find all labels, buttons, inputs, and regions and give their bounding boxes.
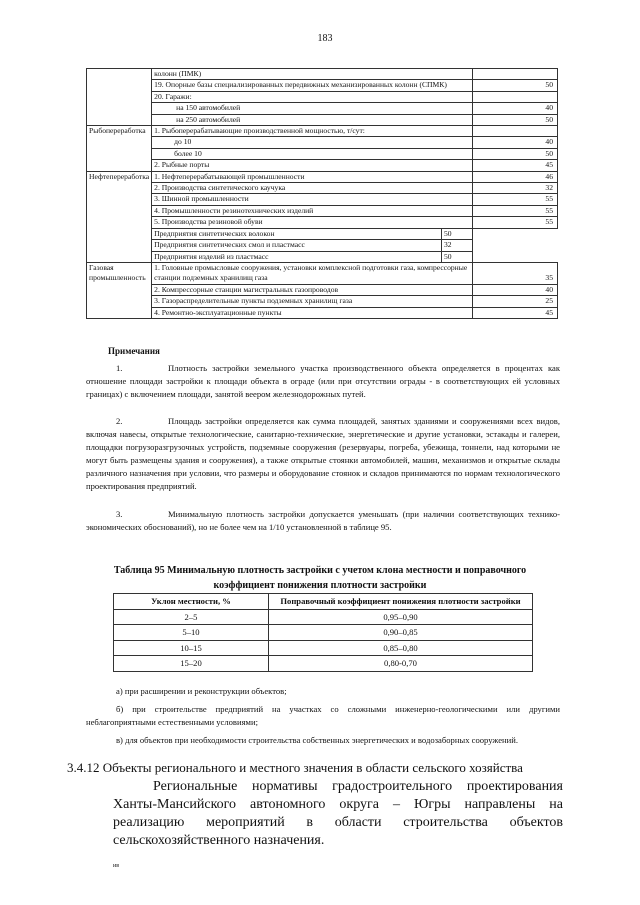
table-row (87, 69, 558, 80)
column-header: Поправочный коэффициент понижения плотности застройки (269, 594, 533, 610)
notes-title: Примечания (108, 346, 160, 356)
table-row (87, 91, 558, 102)
category-cell: Рыбопереработка (87, 126, 152, 172)
item-cell: 2. Производства синтетического каучука (152, 183, 473, 194)
table-row (87, 307, 558, 318)
value-cell: 50 (473, 148, 558, 159)
footnote-a: а) при расширении и реконструкции объектов; (116, 686, 287, 696)
item-cell: 3. Шинной промышленности (152, 194, 473, 205)
table-row (87, 148, 558, 159)
table-row (87, 194, 558, 205)
table-row (87, 217, 558, 228)
table-row (87, 251, 558, 262)
item-cell: до 10 (152, 137, 473, 148)
value-cell: 25 (473, 296, 558, 307)
item-cell: на 250 автомобилей (152, 114, 473, 125)
value-cell: 40 (473, 103, 558, 114)
item-cell: 4. Ремонтно-эксплуатационные пункты (152, 307, 473, 318)
empty-cell (473, 240, 558, 251)
category-cell (87, 69, 152, 126)
value-cell: 50 (473, 80, 558, 91)
table-row (87, 103, 558, 114)
item-cell: 3. Газораспределительные пункты подземных хранилищ газа (152, 296, 473, 307)
note-1: 1. Плотность застройки земельного участка производственного объекта определяется в процентах как отношение площади застройки к площади объекта в ограде (или при отсутствии ограды - в соответствующих ей условных границах) с включением площади, занятой веером железнодорожных путей. (86, 363, 560, 399)
category-cell: Нефтепереработка (87, 171, 152, 262)
value-cell: 50 (442, 228, 473, 239)
item-cell: 19. Опорные базы специализированных передвижных механизированных колонн (СПМК) (152, 80, 473, 91)
value-cell (473, 126, 558, 137)
empty-cell (473, 228, 558, 239)
density-table (86, 68, 558, 319)
item-cell: 2. Рыбные порты (152, 160, 473, 171)
item-cell: 1. Головные промысловые сооружения, установки комплексной подготовки газа, компрессорные станции подземных хранилищ газа (152, 262, 473, 284)
category-cell: Газовая промышленность (87, 262, 152, 318)
item-cell: Предприятия синтетических волокон (152, 228, 442, 239)
item-cell: на 150 автомобилей (152, 103, 473, 114)
value-cell: 40 (473, 284, 558, 295)
value-cell: 55 (473, 217, 558, 228)
footnote-c: в) для объектов при необходимости строительства собственных энергетических и водозаборных сооружений. (116, 735, 518, 745)
value-cell: 55 (473, 205, 558, 216)
value-cell: 32 (473, 183, 558, 194)
column-header: Уклон местности, % (114, 594, 269, 610)
value-cell: 55 (473, 194, 558, 205)
value-cell: 46 (473, 171, 558, 182)
item-cell: 1. Рыбоперерабатывающие производственной мощностью, т/сут: (152, 126, 473, 137)
table-row (87, 126, 558, 137)
table-row (87, 228, 558, 239)
value-cell: 32 (442, 240, 473, 251)
table-row (87, 160, 558, 171)
footer-mark: ив (113, 863, 120, 869)
table-95-title: Таблица 95 Минимальную плотность застройки с учетом клона местности и поправочного коэффициент понижения плотности застройки (113, 565, 527, 591)
section-heading: 3.4.12 Объекты регионального и местного значения в области сельского хозяйства (67, 760, 523, 775)
value-cell: 45 (473, 160, 558, 171)
table-row (87, 114, 558, 125)
table-row: 2–5 0,95–0,90 (114, 609, 533, 625)
item-cell: 4. Промышленности резинотехнических изделий (152, 205, 473, 216)
page-number: 183 (317, 33, 333, 44)
value-cell: 45 (473, 307, 558, 318)
table-row (87, 284, 558, 295)
note-3: 3. Минимальную плотность застройки допускается уменьшать (при наличии соответствующих технико-экономических обоснований), но не более чем на 1/10 установленной в таблице 95. (86, 509, 560, 532)
table-row (87, 296, 558, 307)
item-cell: 5. Производства резиновой обуви (152, 217, 473, 228)
table-row (87, 183, 558, 194)
table-row (87, 240, 558, 251)
note-2: 2. Площадь застройки определяется как сумма площадей, занятых зданиями и сооружениями всех видов, включая навесы, открытые технологические, санитарно-технические, энергетические и другие установки, эстакады и галереи, площадки погрузоразгрузочных устройств, подземные сооружения (резервуары, погреба, убежища, тоннели, над которыми не могут быть размещены здания и сооружения), а также открытые стоянки автомобилей, машин, механизмов и открытые склады различного назначения при условии, что размеры и оборудование стоянок и складов принимаются по нормам технологического проектирования предприятий. (86, 416, 560, 491)
value-cell: 50 (473, 114, 558, 125)
value-cell (473, 69, 558, 80)
item-cell: более 10 (152, 148, 473, 159)
item-cell: Предприятия изделий из пластмасс (152, 251, 442, 262)
section-paragraph: Региональные нормативы градостроительного проектирования Ханты-Мансийского автономного округа – Югры направлены на реализацию мероприятий в области строительства объектов сельскохозяйственного назначения. (113, 779, 563, 848)
table-row (87, 80, 558, 91)
footnote-b: б) при строительстве предприятий на участках со сложными инженерно-геологическими или другими неблагоприятными естественными условиями; (86, 704, 560, 727)
item-cell: 20. Гаражи: (152, 91, 473, 102)
table-row (87, 171, 558, 182)
value-cell: 50 (442, 251, 473, 262)
table-row: 5–10 0,90–0,85 (114, 625, 533, 641)
item-cell: 2. Компрессорные станции магистральных газопроводов (152, 284, 473, 295)
value-cell: 40 (473, 137, 558, 148)
table-95 (113, 593, 533, 672)
value-cell: 35 (473, 262, 558, 284)
table-row (87, 137, 558, 148)
item-cell: 1. Нефтеперерабатывающей промышленности (152, 171, 473, 182)
value-cell (473, 91, 558, 102)
table-row: 15–20 0,80-0,70 (114, 656, 533, 672)
table-row (87, 262, 558, 284)
empty-cell (473, 251, 558, 262)
item-cell: Предприятия синтетических смол и пластмасс (152, 240, 442, 251)
item-cell: колонн (ПМК) (152, 69, 473, 80)
table-row (87, 205, 558, 216)
table-row: 10–15 0,85–0,80 (114, 640, 533, 656)
